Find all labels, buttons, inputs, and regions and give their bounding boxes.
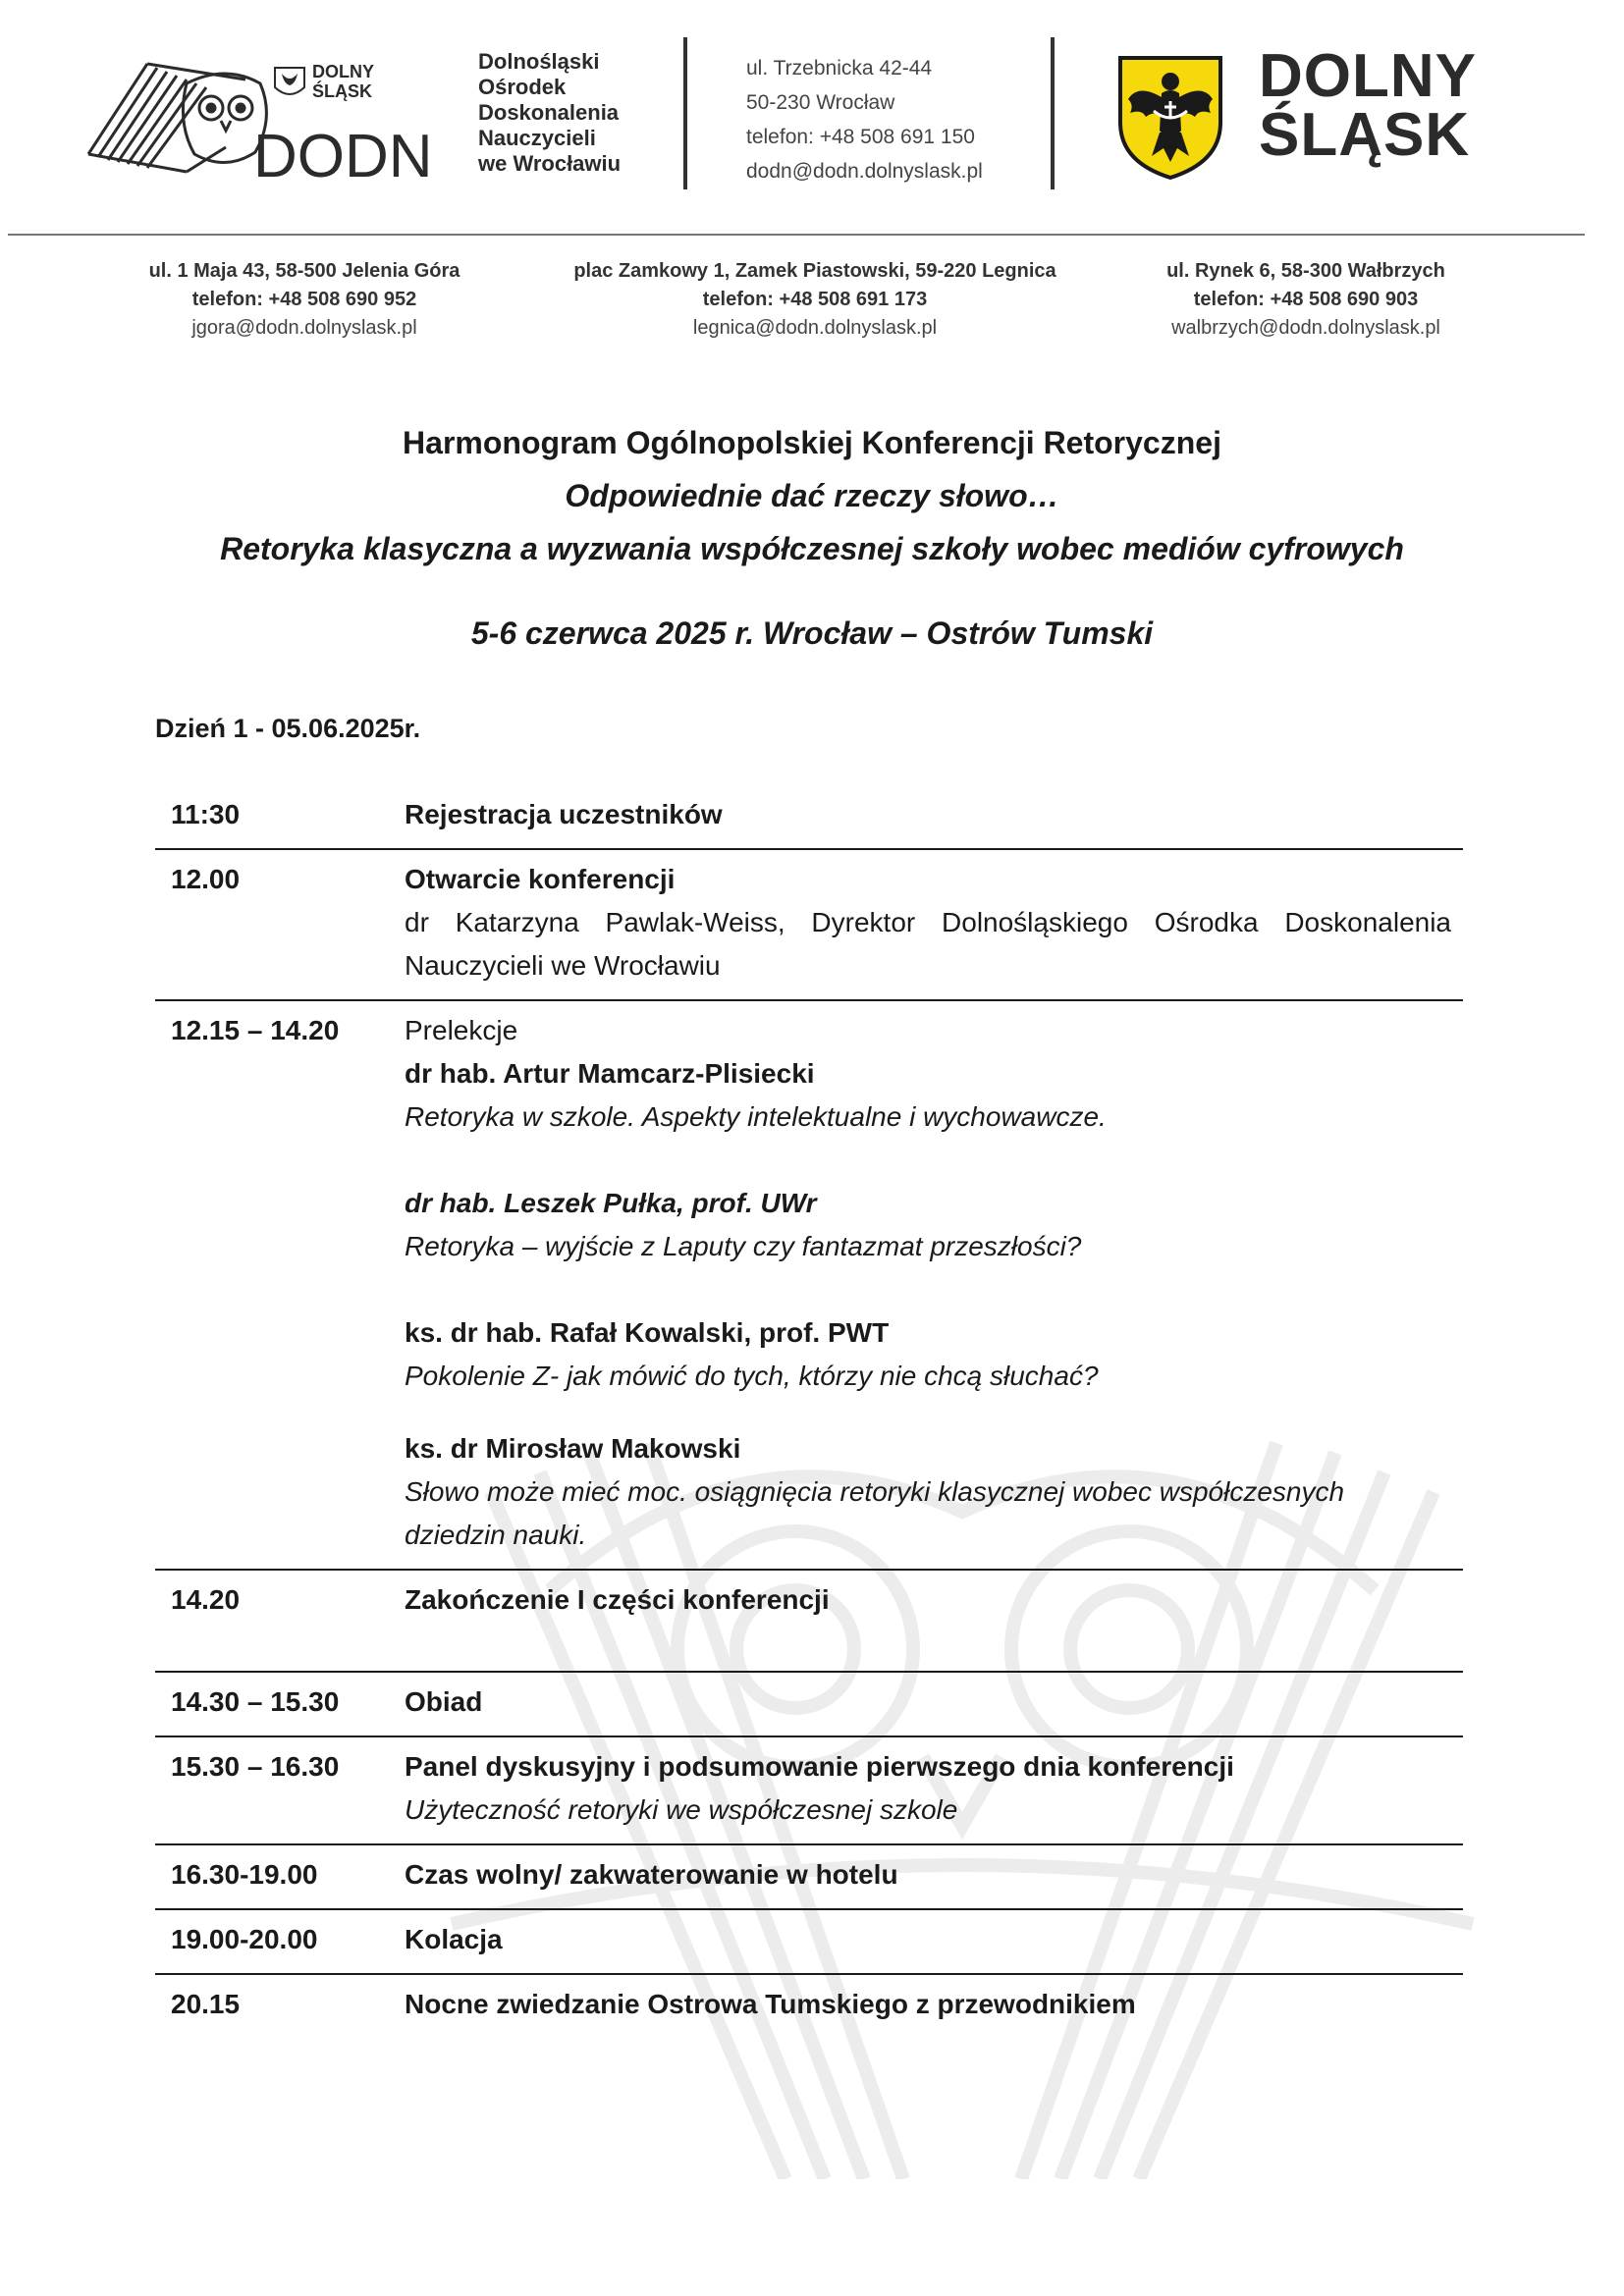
- institution-line: Ośrodek: [478, 75, 567, 99]
- open-book-icon: [88, 64, 245, 172]
- schedule-row: [155, 1673, 1463, 1737]
- row-time: 12.15 – 14.20: [171, 1015, 340, 1045]
- hq-email: dodn@dodn.dolnyslask.pl: [746, 160, 983, 183]
- letterhead: [0, 0, 1624, 353]
- row-time: 14.30 – 15.30: [171, 1686, 340, 1717]
- row-time: 19.00-20.00: [171, 1924, 318, 1954]
- dodn-small-brand: DOLNY: [312, 62, 374, 81]
- row-time: 16.30-19.00: [171, 1859, 318, 1890]
- subtitle-line: Retoryka klasyczna a wyzwania współczesnej szkoły wobec mediów cyfrowych: [220, 531, 1404, 566]
- row-detail: dr Katarzyna Pawlak-Weiss, Dyrektor Dolnośląskiego Ośrodka Doskonalenia Nauczycieli we Wrocławiu: [405, 907, 1451, 981]
- row-time: 15.30 – 16.30: [171, 1751, 340, 1782]
- schedule-row: [155, 1910, 1463, 1975]
- header-rule: [8, 234, 1585, 236]
- hq-phone: telefon: +48 508 691 150: [746, 126, 975, 148]
- branch-jelenia-gora: ul. 1 Maja 43, 58-500 Jelenia Góra telefon: +48 508 690 952 jgora@dodn.dolnyslask.pl: [148, 260, 460, 339]
- speaker-name: dr hab. Artur Mamcarz-Plisiecki: [405, 1058, 815, 1089]
- hq-city: 50-230 Wrocław: [746, 91, 895, 114]
- schedule-row: [155, 785, 1463, 850]
- svg-text:ŚLĄSK: ŚLĄSK: [312, 81, 373, 101]
- institution-line: we Wrocławiu: [478, 151, 622, 176]
- speaker-topic: Retoryka – wyjście z Laputy czy fantazmat przeszłości?: [405, 1231, 1082, 1261]
- lower-silesia-crest-icon: [1116, 54, 1224, 182]
- schedule-row: [155, 1571, 1463, 1673]
- hq-contact: [746, 51, 983, 188]
- institution-name: [478, 49, 621, 177]
- hq-address: ul. Trzebnicka 42-44: [746, 57, 933, 80]
- branch-walbrzych: ul. Rynek 6, 58-300 Wałbrzych telefon: +48 508 690 903 walbrzych@dodn.dolnyslask.pl: [1166, 260, 1445, 339]
- schedule-row: [155, 1737, 1463, 1845]
- speaker-name: ks. dr Mirosław Makowski: [405, 1433, 741, 1464]
- speaker-name: dr hab. Leszek Pułka, prof. UWr: [405, 1188, 817, 1218]
- row-label: Nocne zwiedzanie Ostrowa Tumskiego z przewodnikiem: [405, 1989, 1136, 2019]
- row-time: 20.15: [171, 1989, 241, 2019]
- institution-line: Nauczycieli: [478, 126, 596, 150]
- day-heading: Dzień 1 - 05.06.2025r.: [155, 714, 421, 743]
- date-location-line: 5-6 czerwca 2025 r. Wrocław – Ostrów Tumski: [470, 615, 1154, 651]
- subtitle-line: Odpowiednie dać rzeczy słowo…: [565, 478, 1059, 513]
- institution-line: Dolnośląski: [478, 49, 600, 74]
- row-label: Zakończenie I części konferencji: [405, 1584, 830, 1615]
- row-label: Czas wolny/ zakwaterowanie w hotelu: [405, 1859, 898, 1890]
- row-time: 12.00: [171, 864, 241, 894]
- header-divider: [683, 37, 687, 189]
- schedule-row: [155, 1001, 1463, 1571]
- row-label: Panel dyskusyjny i podsumowanie pierwszego dnia konferencji: [405, 1751, 1234, 1782]
- small-crest-icon: [275, 68, 304, 94]
- speaker-topic: Pokolenie Z- jak mówić do tych, którzy nie chcą słuchać?: [405, 1361, 1099, 1391]
- dodn-logo: [79, 44, 452, 191]
- row-label: Kolacja: [405, 1924, 503, 1954]
- speaker-topic: Słowo może mieć moc. osiągnięcia retoryki klasycznej wobec współczesnych dziedzin nauki.: [405, 1476, 1345, 1550]
- schedule-row: [155, 1975, 1463, 2038]
- region-wordmark: DOLNY ŚLĄSK: [1259, 42, 1477, 169]
- header-divider: [1051, 37, 1055, 189]
- row-label: Otwarcie konferencji: [405, 864, 676, 894]
- row-label: Obiad: [405, 1686, 483, 1717]
- row-label: Prelekcje: [405, 1015, 518, 1045]
- speaker-name: ks. dr hab. Rafał Kowalski, prof. PWT: [405, 1317, 890, 1348]
- row-time: 14.20: [171, 1584, 241, 1615]
- schedule-table: [155, 785, 1463, 2038]
- branch-legnica: plac Zamkowy 1, Zamek Piastowski, 59-220 Legnica telefon: +48 508 691 173 legnica@dodn.dolnyslask.pl: [573, 260, 1056, 339]
- row-label: Rejestracja uczestników: [405, 799, 723, 829]
- document-title: [0, 416, 1624, 660]
- institution-line: Doskonalenia: [478, 100, 620, 125]
- speaker-topic: Retoryka w szkole. Aspekty intelektualne i wychowawcze.: [405, 1101, 1107, 1132]
- row-detail: Użyteczność retoryki we współczesnej szkole: [405, 1794, 958, 1825]
- row-time: 11:30: [171, 799, 241, 829]
- title-line: Harmonogram Ogólnopolskiej Konferencji Retorycznej: [403, 425, 1221, 460]
- schedule-row: [155, 850, 1463, 1001]
- schedule-row: [155, 1845, 1463, 1910]
- dodn-wordmark: DODN: [253, 123, 433, 190]
